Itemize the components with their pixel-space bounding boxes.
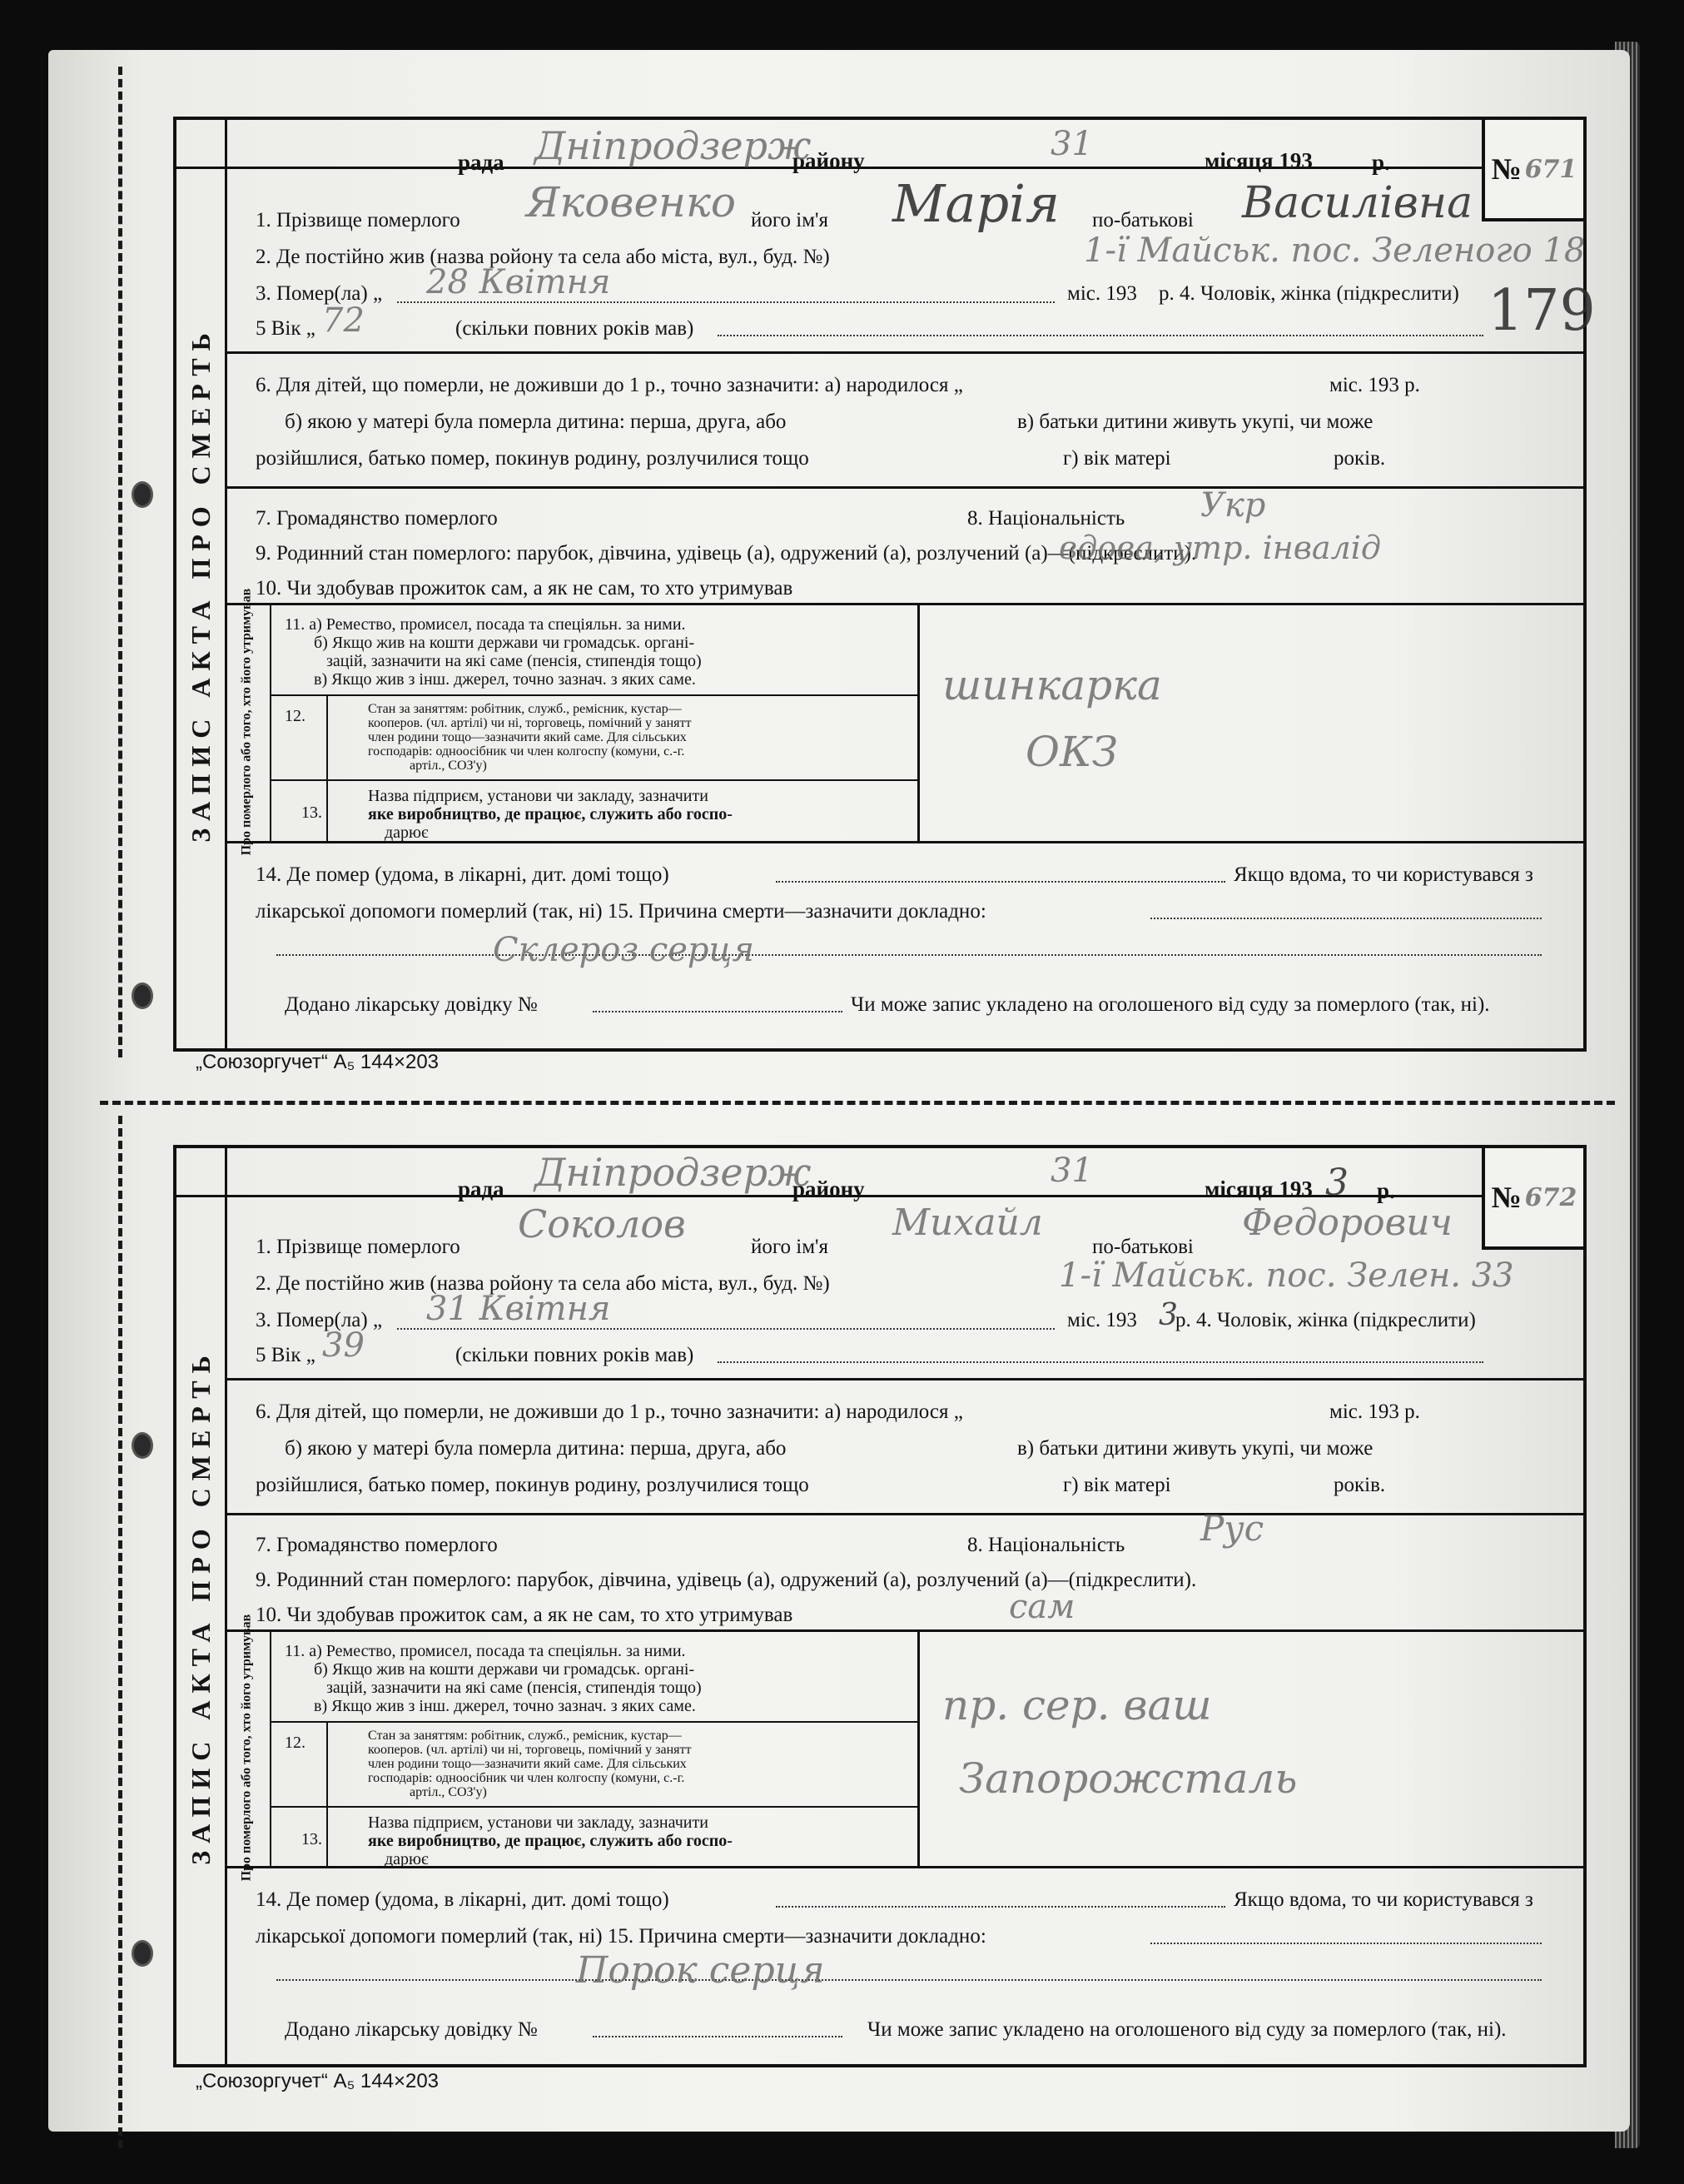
l13-num: 13. [301, 803, 322, 822]
l6-children-label: 6. Для дітей, що померли, не доживши до 1 р., точно зазначити: а) народилося „ [256, 1400, 963, 1423]
l1-patronymic-label: по-батькові [1092, 209, 1194, 231]
blank-line [776, 1906, 1225, 1908]
l11-a: 11. а) Ремество, промисел, посада та спеціяльн. за ними. [285, 615, 686, 634]
handwritten-year-digit: 3 [1325, 1162, 1349, 1204]
blank-line [1150, 918, 1542, 919]
hw-address: 1-ї Майськ. пос. Зелен. 33 [1059, 1256, 1514, 1295]
l16-court-label: Чи може запис укладено на оголошеного від суду за померлого (так, ні). [867, 2018, 1507, 2041]
l2-residence-label: 2. Де постійно жив (назва ройону та села або міста, вул., буд. №) [256, 246, 830, 268]
divider [225, 1378, 1583, 1381]
l12-b: кооперов. (чл. артілі) чи ні, торговець, помічний у занятт [368, 716, 692, 730]
l11-a: 11. а) Ремество, промисел, посада та спеціяльн. за ними. [285, 1642, 686, 1660]
l8-nationality-label: 8. Національність [967, 507, 1125, 530]
side-column [176, 1148, 227, 2064]
hw-surname: Соколов [518, 1201, 686, 1246]
l13-b: яке виробництво, де працює, служить або госпо- [368, 1832, 733, 1850]
l12-d: господарів: одноосібник чи член колгоспу (комуни, с.-г. [368, 744, 685, 759]
l12-c: член родини тощо—зазначити який саме. Для сільських [368, 730, 687, 744]
handwritten-rada: Дніпродзерж [534, 1150, 812, 1195]
hw-marital: вдова, утр. інвалід [1059, 530, 1381, 566]
raion-label: району [792, 148, 865, 173]
l6-mother-age: г) вік матері [1063, 1474, 1171, 1496]
l6-d-label: розійшлися, батько помер, покинув родину, розлучилися тощо [256, 447, 809, 470]
l6-month: міс. 193 р. [1329, 374, 1420, 396]
l4-sex-label: р. 4. Чоловік, жінка (підкреслити) [1159, 282, 1459, 305]
l14-home-label: Якщо вдома, то чи користувався з [1234, 863, 1533, 886]
divider [270, 1721, 917, 1723]
side-small-text: Про померлого або того, хто його утримував [239, 1614, 254, 1882]
divider [270, 779, 917, 781]
divider [270, 603, 271, 841]
l1-name-label: його ім'я [751, 1236, 829, 1258]
l13-num: 13. [301, 1830, 322, 1848]
year-suffix: р. [1372, 150, 1390, 175]
blank-line [397, 301, 1055, 303]
l6-c-label: в) батьки дитини живуть укупі, чи може [1017, 410, 1374, 433]
l12-a: Стан за заняттям: робітник, служб., ремісник, кустар— [368, 1729, 682, 1743]
side-small-text: Про померлого або того, хто його утримував [239, 588, 254, 856]
l6-c-label: в) батьки дитини живуть укупі, чи може [1017, 1437, 1374, 1460]
l12-e: артіл., СОЗ'у) [410, 1785, 487, 1799]
blank-line [718, 335, 1483, 336]
hw-year-digit-3: 3 [1159, 1298, 1178, 1332]
divider [225, 1629, 1583, 1632]
l11-d: в) Якщо жив з інш. джерел, точно зазнач. з яких саме. [314, 1697, 696, 1715]
l11-d: в) Якщо жив з інш. джерел, точно зазнач. з яких саме. [314, 670, 696, 689]
divider [225, 1866, 1583, 1868]
l3-died-label: 3. Помер(ла) „ [256, 1309, 383, 1331]
raion-label: району [792, 1177, 865, 1201]
blank-line [776, 881, 1225, 883]
divider [326, 1721, 328, 1866]
divider [270, 1629, 271, 1866]
rada-label: рада [458, 1177, 504, 1201]
death-record-form-1 [173, 117, 1596, 1052]
month-label: місяця 193 [1205, 1177, 1313, 1201]
l6-b-label: б) якою у матері була померла дитина: перша, друга, або [285, 1437, 787, 1460]
l14-home-label: Якщо вдома, то чи користувався з [1234, 1888, 1533, 1911]
l13-b: яке виробництво, де працює, служить або госпо- [368, 805, 733, 823]
blank-line [276, 954, 1542, 956]
divider [270, 694, 917, 696]
side-small-cell [225, 588, 270, 856]
handwritten-day: 31 [1051, 125, 1093, 163]
divider [225, 603, 1583, 605]
divider [225, 841, 1583, 843]
l2-residence-label: 2. Де постійно жив (назва ройону та села або міста, вул., буд. №) [256, 1272, 830, 1295]
l16-cert-label: Додано лікарську довідку № [285, 993, 538, 1016]
hw-work: ОКЗ [1026, 728, 1118, 776]
l14-place-label: 14. Де помер (удома, в лікарні, дит. домі тощо) [256, 1888, 669, 1911]
form-header [176, 120, 1583, 175]
divider [270, 1806, 917, 1808]
hw-patronymic: Василівна [1242, 178, 1473, 228]
hw-work: Запорожсталь [959, 1754, 1298, 1803]
l12-num: 12. [285, 707, 306, 725]
l15-cause-label: лікарської допомоги померлий (так, ні) 15. Причина смерти—зазначити докладно: [256, 900, 986, 923]
divider [917, 1629, 920, 1866]
hw-marital: сам [1009, 1588, 1075, 1626]
l6-d-label: розійшлися, батько помер, покинув родину, розлучилися тощо [256, 1474, 809, 1496]
hw-patronymic: Федорович [1242, 1201, 1453, 1244]
side-title: ЗАПИС АКТА ПРО СМЕРТЬ [185, 1347, 216, 1865]
l8-nationality-label: 8. Національність [967, 1534, 1125, 1556]
blank-line [718, 1361, 1483, 1363]
record-number: 672 [1524, 1182, 1577, 1212]
l13-a: Назва підприєм, установи чи закладу, зазначити [368, 787, 708, 805]
binding-hole [132, 1940, 153, 1967]
form-footer-1: „Союзоргучет“ А₅ 144×203 [196, 1051, 440, 1073]
blank-line [276, 1979, 1542, 1981]
side-title: ЗАПИС АКТА ПРО СМЕРТЬ [185, 326, 216, 843]
binding-hole [132, 983, 153, 1009]
l1-surname-label: 1. Прізвище померлого [256, 209, 460, 231]
handwritten-rada: Дніпродзерж [534, 123, 812, 168]
hw-age: 72 [322, 301, 365, 340]
divider [917, 603, 920, 841]
handwritten-day: 31 [1051, 1152, 1093, 1190]
form-footer-2: „Союзоргучет“ А₅ 144×203 [196, 2070, 440, 2092]
hw-name: Марія [892, 173, 1061, 234]
l12-d: господарів: одноосібник чи член колгоспу (комуни, с.-г. [368, 1771, 685, 1785]
hw-died-date: 31 Квітня [426, 1290, 611, 1328]
l6-b-label: б) якою у матері була померла дитина: перша, друга, або [285, 410, 787, 433]
l1-patronymic-label: по-батькові [1092, 1236, 1194, 1258]
hw-side-number: 179 [1488, 278, 1596, 344]
perforation-line-bottom [118, 1116, 122, 2148]
hw-cause: Порок серця [576, 1949, 825, 1992]
binding-hole [132, 481, 153, 508]
year-suffix: р. [1377, 1178, 1395, 1203]
hw-trade: шинкарка [942, 661, 1162, 709]
l5-age-note: (скільки повних років мав) [455, 317, 694, 340]
l6-mother-age: г) вік матері [1063, 447, 1171, 470]
l5-age-label: 5 Вік „ [256, 1344, 315, 1366]
l13-c: дарює [385, 823, 429, 842]
side-small-cell [225, 1614, 270, 1882]
number-label: № [1491, 152, 1522, 186]
perforation-line-top [118, 67, 122, 1057]
hw-trade: пр. сер. ваш [942, 1681, 1212, 1729]
record-number: 671 [1524, 154, 1577, 184]
blank-line [593, 2036, 842, 2037]
l16-court-label: Чи може запис укладено на оголошеного від суду за померлого (так, ні). [851, 993, 1490, 1016]
l10-income-label: 10. Чи здобував прожиток сам, а як не сам, то хто утримував [256, 1604, 793, 1626]
l13-a: Назва підприєм, установи чи закладу, зазначити [368, 1813, 708, 1832]
l6-years: років. [1334, 447, 1386, 470]
blank-line [593, 1011, 842, 1012]
l3-month-label: міс. 193 [1067, 1309, 1137, 1331]
hw-died-date: 28 Квітня [426, 263, 611, 301]
hw-name: Михайл [892, 1201, 1043, 1244]
l9-marital-label: 9. Родинний стан померлого: парубок, дівчина, удівець (а), одружений (а), розлучений (а)—(підкреслити). [256, 1569, 1197, 1591]
l11-c: зацій, зазначити на які саме (пенсія, стипендія тощо) [326, 652, 702, 670]
hw-age: 39 [322, 1326, 365, 1365]
l12-num: 12. [285, 1734, 306, 1752]
l7-citizenship-label: 7. Громадянство померлого [256, 507, 498, 530]
divider [326, 694, 328, 841]
hw-nationality: Рус [1200, 1508, 1264, 1549]
l13-c: дарює [385, 1850, 429, 1868]
month-label: місяця 193 [1205, 148, 1313, 173]
hw-surname: Яковенко [526, 178, 736, 226]
l14-place-label: 14. Де помер (удома, в лікарні, дит. домі тощо) [256, 863, 669, 886]
l3-month-label: міс. 193 [1067, 282, 1137, 305]
l9-marital-label: 9. Родинний стан померлого: парубок, дівчина, удівець (а), одружений (а), розлучений (а)—(підкреслити). [256, 542, 1197, 565]
death-record-form-2 [173, 1145, 1587, 2067]
blank-line [1150, 1943, 1542, 1944]
l5-age-note: (скільки повних років мав) [455, 1344, 694, 1366]
l1-surname-label: 1. Прізвище померлого [256, 1236, 460, 1258]
l11-b: б) Якщо жив на кошти держави чи громадськ. органі- [314, 1660, 695, 1679]
l10-income-label: 10. Чи здобував прожиток сам, а як не сам, то хто утримував [256, 577, 793, 599]
rada-label: рада [458, 150, 504, 175]
binding-hole [132, 1432, 153, 1459]
l7-citizenship-label: 7. Громадянство померлого [256, 1534, 498, 1556]
l12-b: кооперов. (чл. артілі) чи ні, торговець, помічний у занятт [368, 1743, 692, 1757]
l16-cert-label: Додано лікарську довідку № [285, 2018, 538, 2041]
number-label: № [1491, 1181, 1522, 1214]
divider [225, 486, 1583, 489]
hw-nationality: Укр [1200, 486, 1266, 525]
l12-c: член родини тощо—зазначити який саме. Для сільських [368, 1757, 687, 1771]
l4-sex-label: р. 4. Чоловік, жінка (підкреслити) [1175, 1309, 1476, 1331]
divider [225, 1513, 1583, 1515]
l5-age-label: 5 Вік „ [256, 317, 315, 340]
blank-line [397, 1328, 1055, 1330]
hw-cause: Склероз серця [493, 931, 754, 969]
record-number-box [1482, 1148, 1583, 1250]
l12-a: Стан за заняттям: робітник, служб., ремісник, кустар— [368, 702, 682, 716]
divider [225, 351, 1583, 354]
l6-years: років. [1334, 1474, 1386, 1496]
side-column [176, 120, 227, 1048]
l12-e: артіл., СОЗ'у) [410, 759, 487, 773]
l15-cause-label: лікарської допомоги померлий (так, ні) 15. Причина смерти—зазначити докладно: [256, 1925, 986, 1948]
l11-b: б) Якщо жив на кошти держави чи громадськ. органі- [314, 634, 695, 652]
l3-died-label: 3. Помер(ла) „ [256, 282, 383, 305]
record-number-box [1482, 120, 1583, 221]
l1-name-label: його ім'я [751, 209, 829, 231]
tear-line [100, 1101, 1615, 1105]
hw-address: 1-ї Майськ. пос. Зеленого 18 [1084, 231, 1586, 270]
l6-children-label: 6. Для дітей, що померли, не доживши до 1 р., точно зазначити: а) народилося „ [256, 374, 963, 396]
l11-c: зацій, зазначити на які саме (пенсія, стипендія тощо) [326, 1679, 702, 1697]
l6-month: міс. 193 р. [1329, 1400, 1420, 1423]
